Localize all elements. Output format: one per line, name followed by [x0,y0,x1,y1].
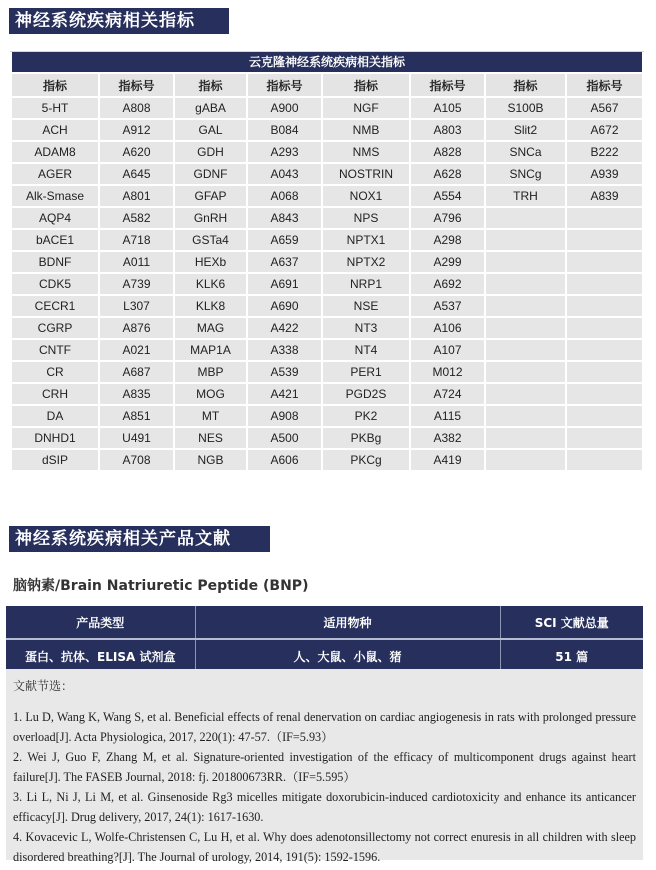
indicator-cell: KLK6 [175,274,246,296]
indicator-cell: DNHD1 [12,428,98,450]
code-cell: A718 [100,230,173,252]
table-row [12,428,642,450]
indicator-cell: SNCa [486,142,565,164]
column-header-code: 指标号 [100,74,173,98]
indicator-cell [486,406,565,428]
column-header-indicator: 指标 [486,74,565,98]
code-cell: A687 [100,362,173,384]
code-cell: A628 [411,164,484,186]
code-cell: A043 [248,164,321,186]
column-header-indicator: 指标 [323,74,409,98]
indicator-cell: BDNF [12,252,98,274]
indicator-cell: GFAP [175,186,246,208]
indicator-cell: NOX1 [323,186,409,208]
code-cell: M012 [411,362,484,384]
code-cell: A724 [411,384,484,406]
code-cell [567,296,642,318]
code-cell [567,450,642,472]
code-cell: A690 [248,296,321,318]
indicator-cell: KLK8 [175,296,246,318]
code-cell: A021 [100,340,173,362]
indicator-cell: NPS [323,208,409,230]
code-cell: A828 [411,142,484,164]
code-cell: A876 [100,318,173,340]
code-cell: A637 [248,252,321,274]
reference-item: 1. Lu D, Wang K, Wang S, et al. Beneficial effects of renal denervation on cardiac angiogenesis in rats with prolonged pressure overload[J]. Acta Physiologica, 2017, 220(1): 47-57.（IF=5.93） [13,710,636,744]
indicator-cell: NPTX2 [323,252,409,274]
section-title-indicators: 神经系统疾病相关指标 [9,8,229,34]
indicator-cell: GSTa4 [175,230,246,252]
column-header-indicator: 指标 [12,74,98,98]
code-cell: A338 [248,340,321,362]
indicator-cell: MT [175,406,246,428]
code-cell: B222 [567,142,642,164]
indicator-cell: CRH [12,384,98,406]
table-row [12,362,642,384]
code-cell: A851 [100,406,173,428]
code-cell [567,340,642,362]
value-species: 人、大鼠、小鼠、猪 [195,639,500,672]
code-cell: B084 [248,120,321,142]
code-cell: A912 [100,120,173,142]
code-cell: A739 [100,274,173,296]
table-row [12,340,642,362]
indicator-cell: PKBg [323,428,409,450]
code-cell: A645 [100,164,173,186]
reference-item: 4. Kovacevic L, Wolfe-Christensen C, Lu H, et al. Why does adenotonsillectomy not correct enuresis in all children with sleep disordered breathing?[J]. The Journal of urology, 2014, 191(5): 1592-1596. [13,830,636,864]
code-cell: A106 [411,318,484,340]
indicator-cell: S100B [486,98,565,120]
code-cell: A537 [411,296,484,318]
indicator-cell: PGD2S [323,384,409,406]
indicator-cell: 5-HT [12,98,98,120]
indicator-cell: PK2 [323,406,409,428]
indicator-cell: TRH [486,186,565,208]
table-row [12,318,642,340]
code-cell: A293 [248,142,321,164]
table-row [12,120,642,142]
table-row [12,142,642,164]
product-name: 脑钠素/Brain Natriuretic Peptide (BNP) [13,578,309,594]
indicator-cell: PER1 [323,362,409,384]
code-cell: A708 [100,450,173,472]
indicator-cell: NOSTRIN [323,164,409,186]
code-cell [567,230,642,252]
code-cell: A835 [100,384,173,406]
indicator-cell: CECR1 [12,296,98,318]
column-header-code: 指标号 [411,74,484,98]
code-cell: A908 [248,406,321,428]
indicator-cell: SNCg [486,164,565,186]
indicator-cell: CGRP [12,318,98,340]
code-cell: A900 [248,98,321,120]
indicator-cell: NT3 [323,318,409,340]
indicator-cell: AQP4 [12,208,98,230]
code-cell: A554 [411,186,484,208]
table-row [12,450,642,472]
code-cell: A421 [248,384,321,406]
indicator-cell: HEXb [175,252,246,274]
indicator-cell: NT4 [323,340,409,362]
references-label: 文献节选： [13,679,74,693]
indicator-cell: GDH [175,142,246,164]
indicator-cell [486,318,565,340]
table-row [12,186,642,208]
code-cell: A539 [248,362,321,384]
code-cell: A011 [100,252,173,274]
code-cell: A567 [567,98,642,120]
code-cell: A422 [248,318,321,340]
value-product-type: 蛋白、抗体、ELISA 试剂盒 [6,639,195,672]
product-summary-table [6,606,643,672]
indicator-cell [486,208,565,230]
reference-item: 2. Wei J, Guo F, Zhang M, et al. Signature-oriented investigation of the efficacy of multicomponent drugs against heart failure[J]. The FASEB Journal, 2018: fj. 201800673RR.（IF=5.595） [13,750,636,784]
references-box [6,669,643,864]
indicator-cell: CR [12,362,98,384]
table-row [12,296,642,318]
table-row [12,208,642,230]
code-cell: A105 [411,98,484,120]
code-cell [567,406,642,428]
column-header-indicator: 指标 [175,74,246,98]
code-cell: A068 [248,186,321,208]
code-cell: A659 [248,230,321,252]
code-cell: A500 [248,428,321,450]
code-cell: A801 [100,186,173,208]
header-sci-count: SCI 文献总量 [500,606,643,639]
code-cell: A582 [100,208,173,230]
indicator-cell: CDK5 [12,274,98,296]
column-header-code: 指标号 [567,74,642,98]
indicator-cell: MBP [175,362,246,384]
indicator-cell: bACE1 [12,230,98,252]
indicator-cell [486,340,565,362]
code-cell [567,318,642,340]
table-row [12,164,642,186]
code-cell: A672 [567,120,642,142]
indicator-cell: DA [12,406,98,428]
indicator-cell [486,362,565,384]
code-cell: A606 [248,450,321,472]
indicator-cell [486,450,565,472]
code-cell: A620 [100,142,173,164]
indicator-cell: Alk-Smase [12,186,98,208]
column-header-code: 指标号 [248,74,321,98]
code-cell: A692 [411,274,484,296]
indicator-cell: GnRH [175,208,246,230]
code-cell [567,362,642,384]
table-caption: 云克隆神经系统疾病相关指标 [12,52,642,74]
indicator-cell: NRP1 [323,274,409,296]
indicator-cell: dSIP [12,450,98,472]
indicator-cell: NES [175,428,246,450]
code-cell: A808 [100,98,173,120]
code-cell: A115 [411,406,484,428]
code-cell: A298 [411,230,484,252]
code-cell: A843 [248,208,321,230]
indicator-cell: NPTX1 [323,230,409,252]
code-cell [567,428,642,450]
header-species: 适用物种 [195,606,500,639]
indicator-cell: NGF [323,98,409,120]
indicator-cell: NSE [323,296,409,318]
code-cell: A691 [248,274,321,296]
code-cell: A382 [411,428,484,450]
indicator-cell: GAL [175,120,246,142]
indicator-table [10,51,644,472]
indicator-cell: GDNF [175,164,246,186]
code-cell: A419 [411,450,484,472]
table-row [12,252,642,274]
indicator-cell [486,274,565,296]
indicator-cell: ADAM8 [12,142,98,164]
header-product-type: 产品类型 [6,606,195,639]
table-row [12,406,642,428]
indicator-cell: NMS [323,142,409,164]
indicator-cell [486,230,565,252]
code-cell: L307 [100,296,173,318]
indicator-cell [486,252,565,274]
indicator-cell: MAP1A [175,340,246,362]
code-cell [567,208,642,230]
indicator-cell: AGER [12,164,98,186]
indicator-cell: MAG [175,318,246,340]
table-row [12,384,642,406]
code-cell: A299 [411,252,484,274]
code-cell: A107 [411,340,484,362]
indicator-cell: MOG [175,384,246,406]
indicator-cell [486,384,565,406]
code-cell: A939 [567,164,642,186]
indicator-cell: NMB [323,120,409,142]
code-cell [567,252,642,274]
reference-item: 3. Li L, Ni J, Li M, et al. Ginsenoside Rg3 micelles mitigate doxorubicin-induced cardiotoxicity and enhance its anticancer efficacy[J]. Drug delivery, 2017, 24(1): 1617-1630. [13,790,636,824]
code-cell: A796 [411,208,484,230]
indicator-cell [486,296,565,318]
table-row [12,98,642,120]
indicator-cell: CNTF [12,340,98,362]
code-cell: U491 [100,428,173,450]
table-row [12,274,642,296]
table-row [12,230,642,252]
value-sci-count: 51 篇 [500,639,643,672]
indicator-cell: gABA [175,98,246,120]
indicator-cell: ACH [12,120,98,142]
section-title-literature: 神经系统疾病相关产品文献 [9,526,270,552]
indicator-cell [486,428,565,450]
code-cell [567,384,642,406]
indicator-cell: PKCg [323,450,409,472]
code-cell: A839 [567,186,642,208]
indicator-cell: NGB [175,450,246,472]
indicator-cell: Slit2 [486,120,565,142]
code-cell: A803 [411,120,484,142]
code-cell [567,274,642,296]
